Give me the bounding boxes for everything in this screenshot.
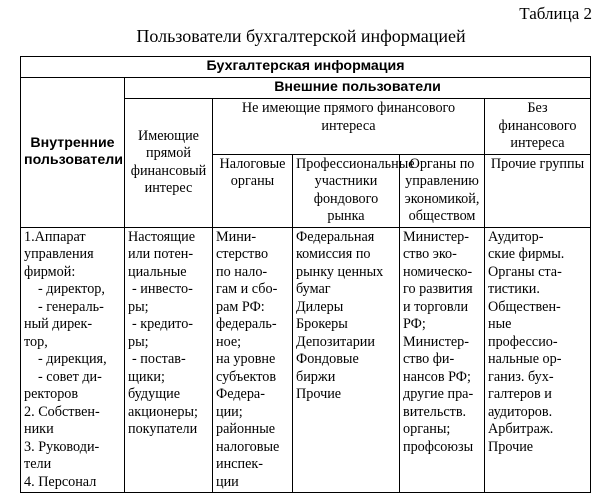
table-number: Таблица 2 <box>519 4 592 23</box>
cell-internal-users: 1.Аппарат управления фирмой: - директор, - генераль- ный дирек- тор, - дирекция, - совет ди- ректоров 2. Собствен- ники 3. Руководи- тели 4. Персонал <box>21 227 125 493</box>
cell-tax-authorities: Мини- стерство по нало- гам и сбо- рам РФ: федераль- ное; на уровне субъектов Федера- ции; районные налоговые инспек- ции <box>213 227 293 493</box>
header-direct-interest: Имеющие прямой финансовый интерес <box>125 99 213 228</box>
header-row-2 <box>21 78 591 99</box>
users-table <box>20 56 591 493</box>
cell-economy-regulators: Министер- ство эко- номическо- го развития и торговли РФ; Министер- ство фи- нансов РФ; другие пра- вительств. органы; профсоюзы <box>400 227 485 493</box>
header-professional-participants: Профессиональные участники фондового рынка <box>293 154 400 227</box>
header-tax-authorities: Налоговые органы <box>213 154 293 227</box>
body-row <box>21 227 591 493</box>
cell-direct-interest: Настоящие или потен- циальные - инвесто- ры; - кредито- ры; - постав- щики; будущие акционеры; покупатели <box>125 227 213 493</box>
header-no-financial-interest: Без финансового интереса <box>485 99 591 155</box>
header-internal-users: Внутренние пользователи <box>21 78 125 228</box>
header-external-users: Внешние пользователи <box>125 78 591 99</box>
header-economy-regulators: Органы по управлению экономикой, обществом <box>400 154 485 227</box>
header-row-1 <box>21 57 591 78</box>
header-no-direct-interest: Не имеющие прямого финансового интереса <box>213 99 485 155</box>
header-accounting-info: Бухгалтерская информация <box>21 57 591 78</box>
cell-other-groups: Аудитор- ские фирмы. Органы ста- тистики. Обществен- ные профессио- нальные ор- ганиз. бух- галтеров и аудиторов. Арбитраж. Прочие <box>485 227 591 493</box>
page-title: Пользователи бухгалтерской информацией <box>136 26 466 46</box>
cell-professional-participants: Федеральная комиссия по рынку ценных бумаг Дилеры Брокеры Депозитарии Фондовые биржи Прочие <box>293 227 400 493</box>
header-other-groups: Прочие группы <box>485 154 591 227</box>
